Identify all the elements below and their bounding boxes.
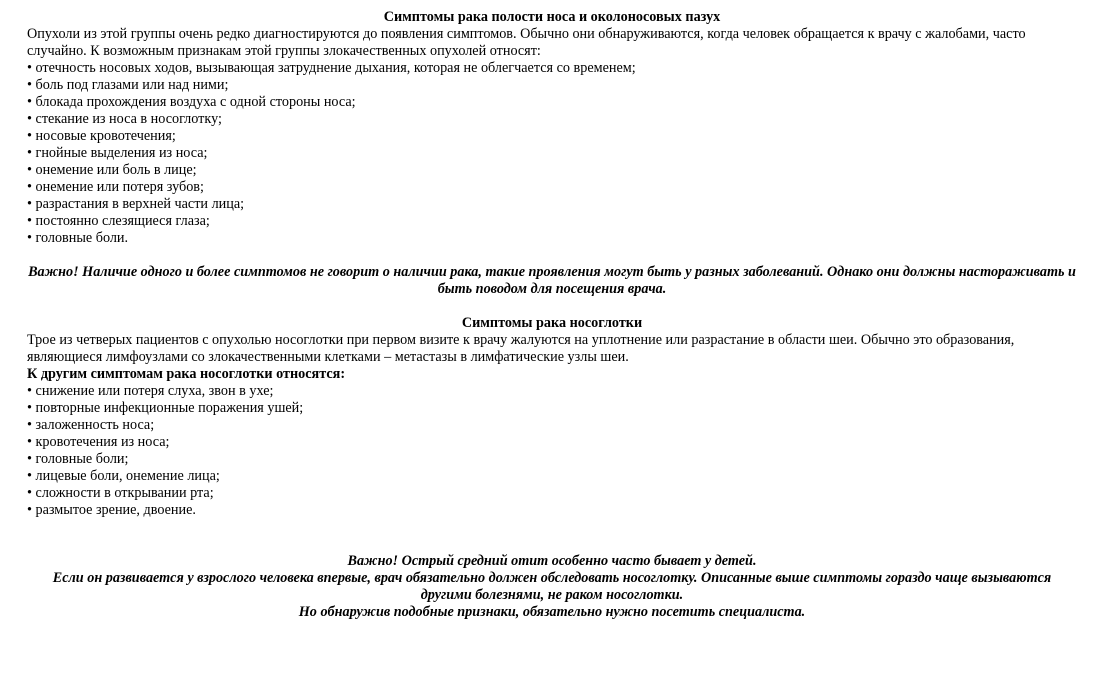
list-item: • лицевые боли, онемение лица; xyxy=(27,468,1077,485)
list-item: • головные боли. xyxy=(27,230,1077,247)
section1-intro: Опухоли из этой группы очень редко диагностируются до появления симптомов. Обычно они обнаруживаются, когда человек обращается к врачу с жалобами, часто случайно. К возможным признакам этой группы злокачественных опухолей относят: xyxy=(27,26,1026,59)
list-item: • сложности в открывании рта; xyxy=(27,485,1077,502)
spacer xyxy=(27,247,1077,264)
list-item: • онемение или потеря зубов; xyxy=(27,179,1077,196)
section2-symptom-list xyxy=(27,383,1077,519)
list-item: • блокада прохождения воздуха с одной стороны носа; xyxy=(27,94,1077,111)
list-item: • головные боли; xyxy=(27,451,1077,468)
list-item: • носовые кровотечения; xyxy=(27,128,1077,145)
spacer xyxy=(27,298,1077,315)
list-item: • кровотечения из носа; xyxy=(27,434,1077,451)
list-item: • отечность носовых ходов, вызывающая затруднение дыхания, которая не облегчается со временем; xyxy=(27,60,1077,77)
list-item: • снижение или потеря слуха, звон в ухе; xyxy=(27,383,1077,400)
section2-warning-line2: Если он развивается у взрослого человека впервые, врач обязательно должен обследовать носоглотку. Описанные выше симптомы гораздо чаще вызываются другими болезнями, не раком носоглотки. xyxy=(52,570,1052,603)
section1-warning: Важно! Наличие одного и более симптомов не говорит о наличии рака, такие проявления могут быть у разных заболеваний. Однако они должны настораживать и быть поводом для посещения врача. xyxy=(28,264,1076,297)
section2-title: Симптомы рака носоглотки xyxy=(461,315,643,331)
list-item: • постоянно слезящиеся глаза; xyxy=(27,213,1077,230)
list-item: • размытое зрение, двоение. xyxy=(27,502,1077,519)
section1-symptom-list xyxy=(27,60,1077,247)
section2-warning-line3: Но обнаружив подобные признаки, обязательно нужно посетить специалиста. xyxy=(298,604,806,620)
article xyxy=(27,9,1077,621)
section1-title: Симптомы рака полости носа и околоносовых пазух xyxy=(383,9,721,25)
section2-warning-line1: Важно! Острый средний отит особенно часто бывает у детей. xyxy=(347,553,757,569)
list-item: • повторные инфекционные поражения ушей; xyxy=(27,400,1077,417)
list-item: • гнойные выделения из носа; xyxy=(27,145,1077,162)
list-item: • боль под глазами или над ними; xyxy=(27,77,1077,94)
section2-intro: Трое из четверых пациентов с опухолью носоглотки при первом визите к врачу жалуются на уплотнение или разрастание в области шеи. Обычно это образования, являющиеся лимфоузлами со злокачественными клетками – метастазы в лимфатические узлы шеи. xyxy=(27,332,1015,365)
section2-other-symptoms-label: К другим симптомам рака носоглотки относятся: xyxy=(27,366,346,382)
list-item: • онемение или боль в лице; xyxy=(27,162,1077,179)
list-item: • заложенность носа; xyxy=(27,417,1077,434)
spacer xyxy=(27,519,1077,553)
list-item: • разрастания в верхней части лица; xyxy=(27,196,1077,213)
list-item: • стекание из носа в носоглотку; xyxy=(27,111,1077,128)
